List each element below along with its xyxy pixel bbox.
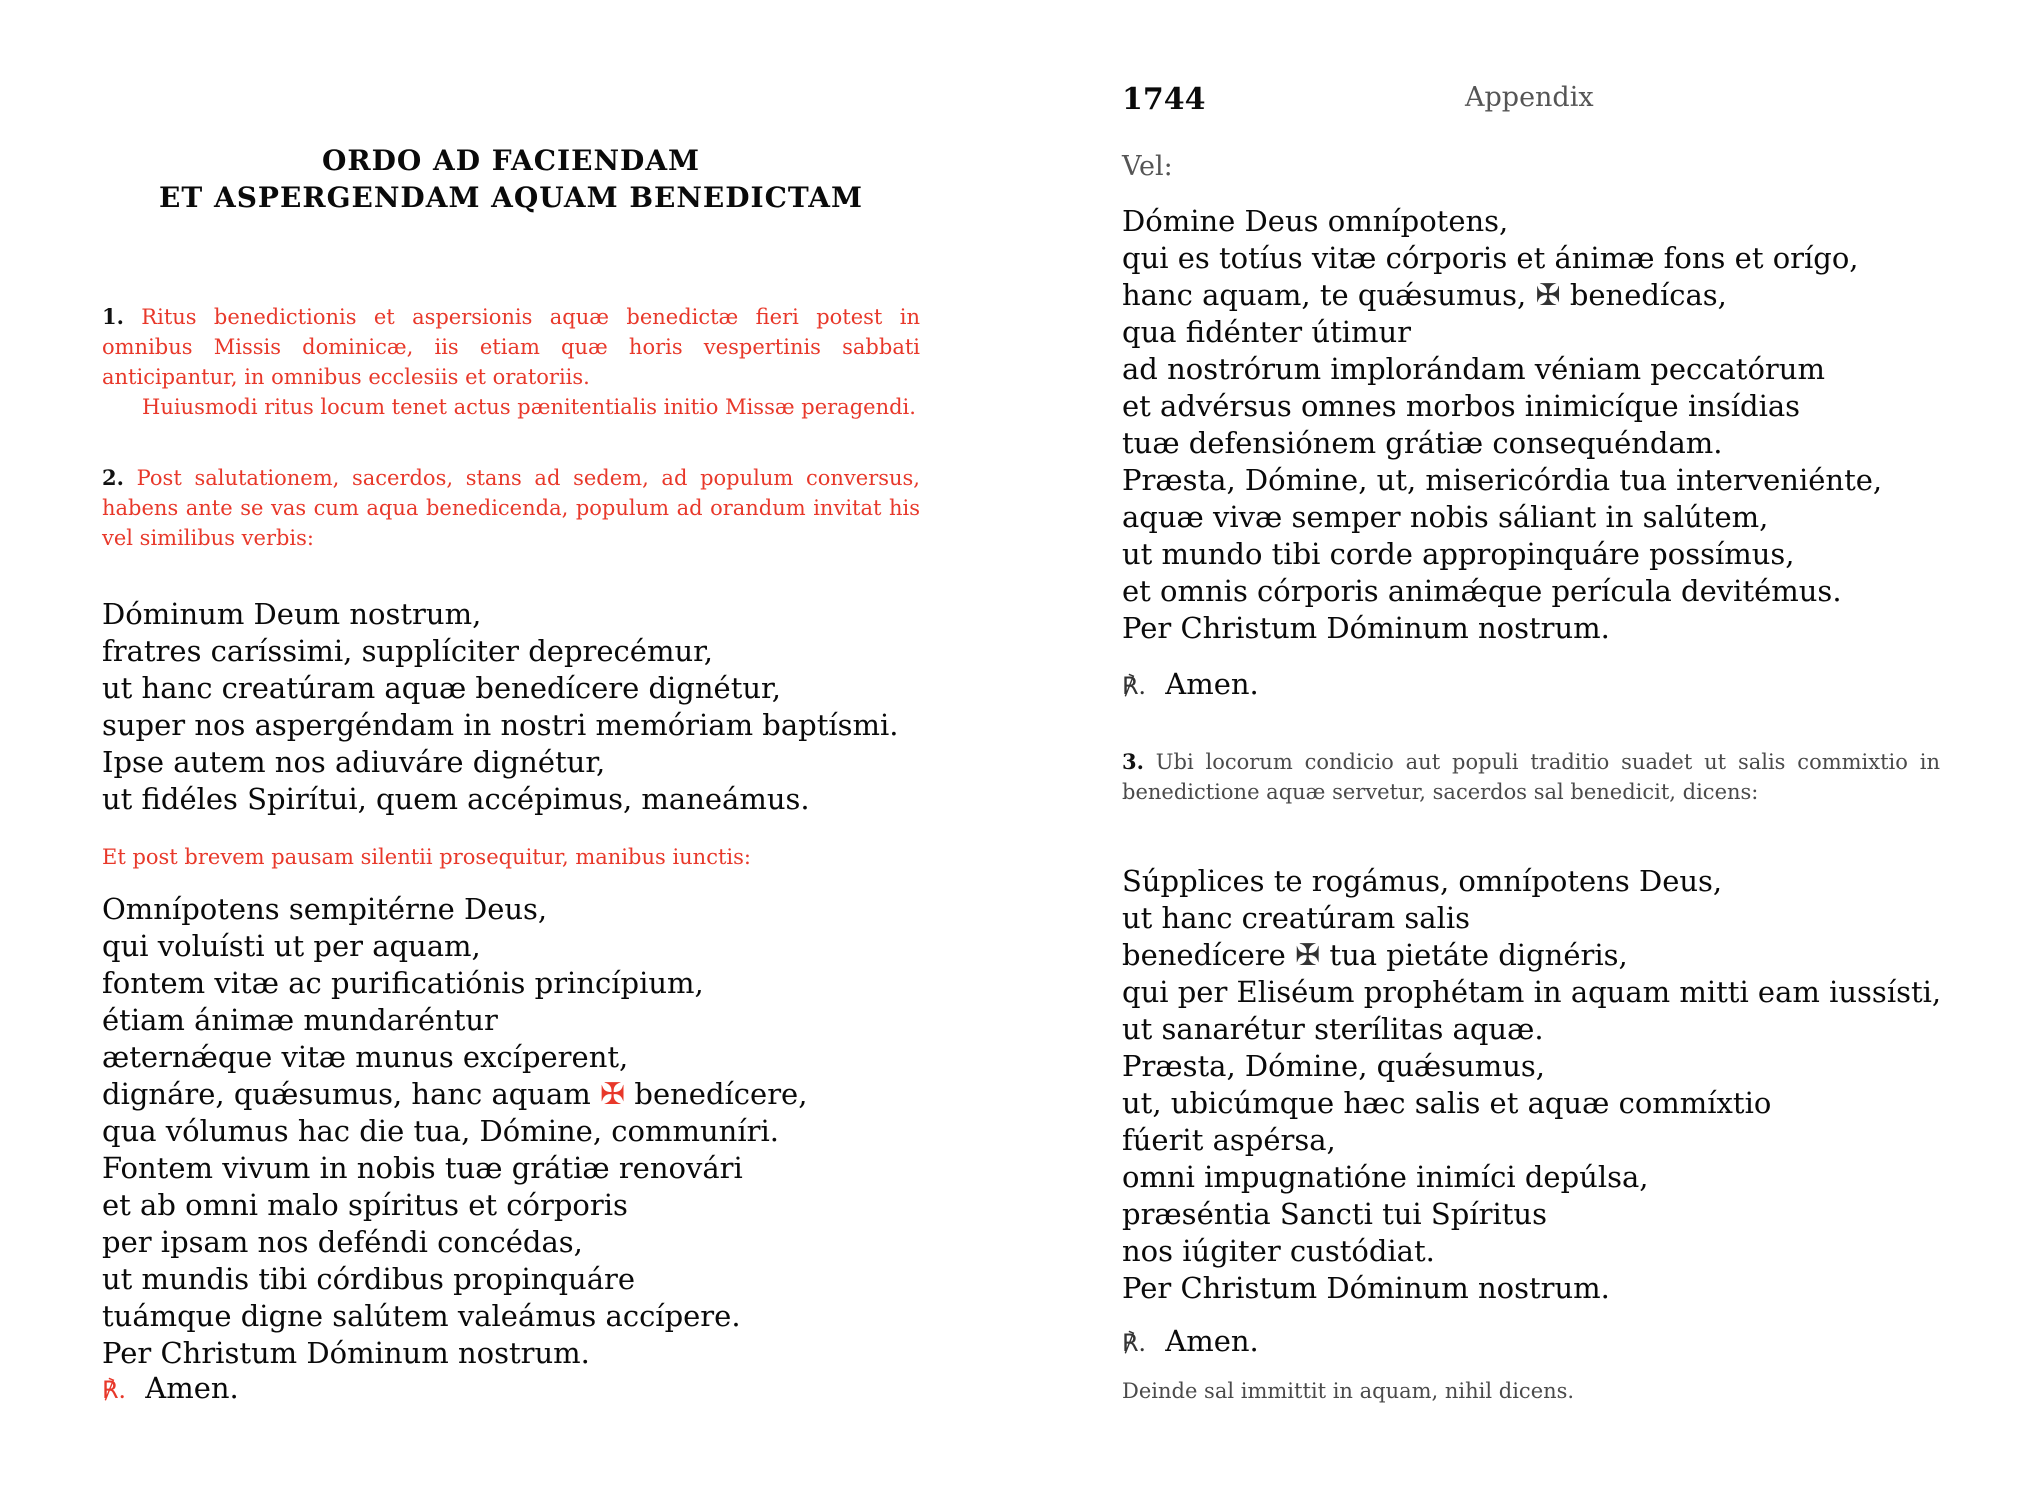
prayer-line: ut mundis tibi córdibus propinquáre: [102, 1262, 636, 1296]
prayer-line: Præsta, Dómine, ut, misericórdia tua interveniénte,: [1122, 463, 1883, 497]
vel-rubric: Vel:: [1122, 151, 1173, 182]
prayer-line: Dóminum Deum nostrum,: [102, 597, 482, 631]
prayer-fragment: dignáre, quǽsumus, hanc aquam: [102, 1077, 591, 1111]
prayer-line-with-cross: [1122, 937, 1940, 974]
prayer-line: qui per Eliséum prophétam in aquam mitti eam iussísti,: [1122, 975, 1942, 1009]
response-text: Amen.: [145, 1371, 239, 1405]
prayer-fragment: benedícere: [1122, 938, 1286, 972]
prayer-line: super nos aspergéndam in nostri memóriam baptísmi.: [102, 708, 899, 742]
rubric-text: Et post brevem pausam silentii prosequitur, manibus iunctis:: [102, 845, 751, 869]
prayer-line: per ipsam nos deféndi concédas,: [102, 1225, 583, 1259]
prayer-fragment: tua pietáte dignéris,: [1329, 938, 1628, 972]
prayer-line: fratres caríssimi, supplíciter deprecémur,: [102, 634, 714, 668]
rubric-text: Ubi locorum condicio aut populi traditio suadet ut salis commixtio in benedictione aquæ servetur, sacerdos sal benedicit, dicens:: [1122, 750, 1940, 804]
prayer-line: præséntia Sancti tui Spíritus: [1122, 1197, 1547, 1231]
title-line: ET ASPERGENDAM AQUAM BENEDICTAM: [159, 181, 863, 214]
response-amen: [102, 1370, 239, 1409]
prayer-line: Súpplices te rogámus, omnípotens Deus,: [1122, 864, 1723, 898]
prayer-line: qui voluísti ut per aquam,: [102, 929, 481, 963]
prayer-line: qua vólumus hac die tua, Dómine, communíri.: [102, 1114, 779, 1148]
title-line: ORDO AD FACIENDAM: [321, 144, 701, 177]
prayer-line: ut hanc creatúram salis: [1122, 901, 1471, 935]
page-number: 1744: [1122, 82, 1206, 117]
rubric-number: 1.: [102, 304, 124, 329]
prayer-line: fontem vitæ ac purificatiónis princípium,: [102, 966, 704, 1000]
prayer-line: étiam ánimæ mundaréntur: [102, 1003, 498, 1037]
prayer-line: ut fidéles Spirítui, quem accépimus, maneámus.: [102, 782, 810, 816]
response-text: Amen.: [1165, 1324, 1259, 1358]
prayer-line: ut mundo tibi corde appropinquáre possímus,: [1122, 537, 1795, 571]
invitation-text: [102, 596, 920, 818]
prayer-fragment: hanc aquam, te quǽsumus,: [1122, 278, 1527, 312]
prayer-line: qua fidénter útimur: [1122, 315, 1412, 349]
response-icon: ℟.: [102, 1376, 127, 1404]
prayer-line: Omnípotens sempitérne Deus,: [102, 892, 548, 926]
prayer-line: ut sanarétur sterílitas aquæ.: [1122, 1012, 1544, 1046]
prayer-fragment: benedícere,: [634, 1077, 808, 1111]
prayer-line-with-cross: [102, 1076, 920, 1113]
rubric-3-salt: [1122, 747, 1940, 807]
prayer-line: qui es totíus vitæ córporis et ánimæ fons et orígo,: [1122, 241, 1859, 275]
rubric-3: [102, 842, 920, 872]
prayer-line: et omnis córporis animǽque perícula devitémus.: [1122, 574, 1842, 608]
prayer-line: aquæ vivæ semper nobis sáliant in salútem,: [1122, 500, 1769, 534]
prayer-line: omni impugnatióne inimíci depúlsa,: [1122, 1160, 1649, 1194]
prayer-line: nos iúgiter custódiat.: [1122, 1234, 1435, 1268]
cross-icon: ✠: [1535, 278, 1561, 313]
cross-icon: ✠: [600, 1077, 626, 1112]
rubric-text: Ritus benedictionis et aspersionis aquæ benedictæ fieri potest in omnibus Missis dominicæ, iis etiam quæ horis vespertinis sabbati anticipantur, in omnibus ecclesiis et oratoriis.: [102, 305, 920, 389]
prayer-line: tuæ defensiónem grátiæ consequéndam.: [1122, 426, 1723, 460]
salt-blessing-prayer: [1122, 863, 1940, 1307]
prayer-line: Per Christum Dóminum nostrum.: [1122, 611, 1610, 645]
rubric-number: 2.: [102, 465, 124, 490]
response-icon: ℟.: [1122, 672, 1147, 700]
prayer-line: Ipse autem nos adiuváre dignétur,: [102, 745, 606, 779]
prayer-line: ad nostrórum implorándam véniam peccatórum: [1122, 352, 1825, 386]
prayer-line: Fontem vivum in nobis tuæ grátiæ renovári: [102, 1151, 743, 1185]
page-title: [102, 142, 920, 216]
prayer-line: tuámque digne salútem valeámus accípere.: [102, 1299, 741, 1333]
rubric-1: [102, 302, 920, 422]
rubric-number: 3.: [1122, 749, 1144, 774]
blessing-prayer-alternative: [1122, 203, 1940, 647]
prayer-line-with-cross: [1122, 277, 1940, 314]
prayer-line: et ab omni malo spíritus et córporis: [102, 1188, 628, 1222]
prayer-line: ut hanc creatúram aquæ benedícere dignétur,: [102, 671, 781, 705]
prayer-line: Per Christum Dóminum nostrum.: [102, 1336, 590, 1370]
prayer-line: Dómine Deus omnípotens,: [1122, 204, 1509, 238]
rubric-text: Post salutationem, sacerdos, stans ad sedem, ad populum conversus, habens ante se vas cum aqua benedicenda, populum ad orandum invitat his vel similibus verbis:: [102, 466, 920, 550]
prayer-fragment: benedícas,: [1569, 278, 1727, 312]
response-amen: [1122, 666, 1259, 705]
prayer-line: et advérsus omnes morbos inimicíque insídias: [1122, 389, 1801, 423]
rubric-text: Deinde sal immittit in aquam, nihil dicens.: [1122, 1379, 1575, 1403]
rubric-text: Huiusmodi ritus locum tenet actus pænitentialis initio Missæ peragendi.: [142, 395, 916, 419]
prayer-line: Præsta, Dómine, quǽsumus,: [1122, 1049, 1545, 1083]
response-text: Amen.: [1165, 667, 1259, 701]
response-amen: [1122, 1323, 1259, 1362]
rubric-2: [102, 463, 920, 553]
blessing-prayer: [102, 891, 920, 1372]
cross-icon: ✠: [1295, 938, 1321, 973]
prayer-line: æternǽque vitæ munus excíperent,: [102, 1040, 629, 1074]
response-icon: ℟.: [1122, 1329, 1147, 1357]
prayer-line: fúerit aspérsa,: [1122, 1123, 1336, 1157]
running-title: Appendix: [1465, 82, 1594, 113]
prayer-line: Per Christum Dóminum nostrum.: [1122, 1271, 1610, 1305]
closing-rubric: [1122, 1376, 1940, 1406]
prayer-line: ut, ubicúmque hæc salis et aquæ commíxtio: [1122, 1086, 1772, 1120]
